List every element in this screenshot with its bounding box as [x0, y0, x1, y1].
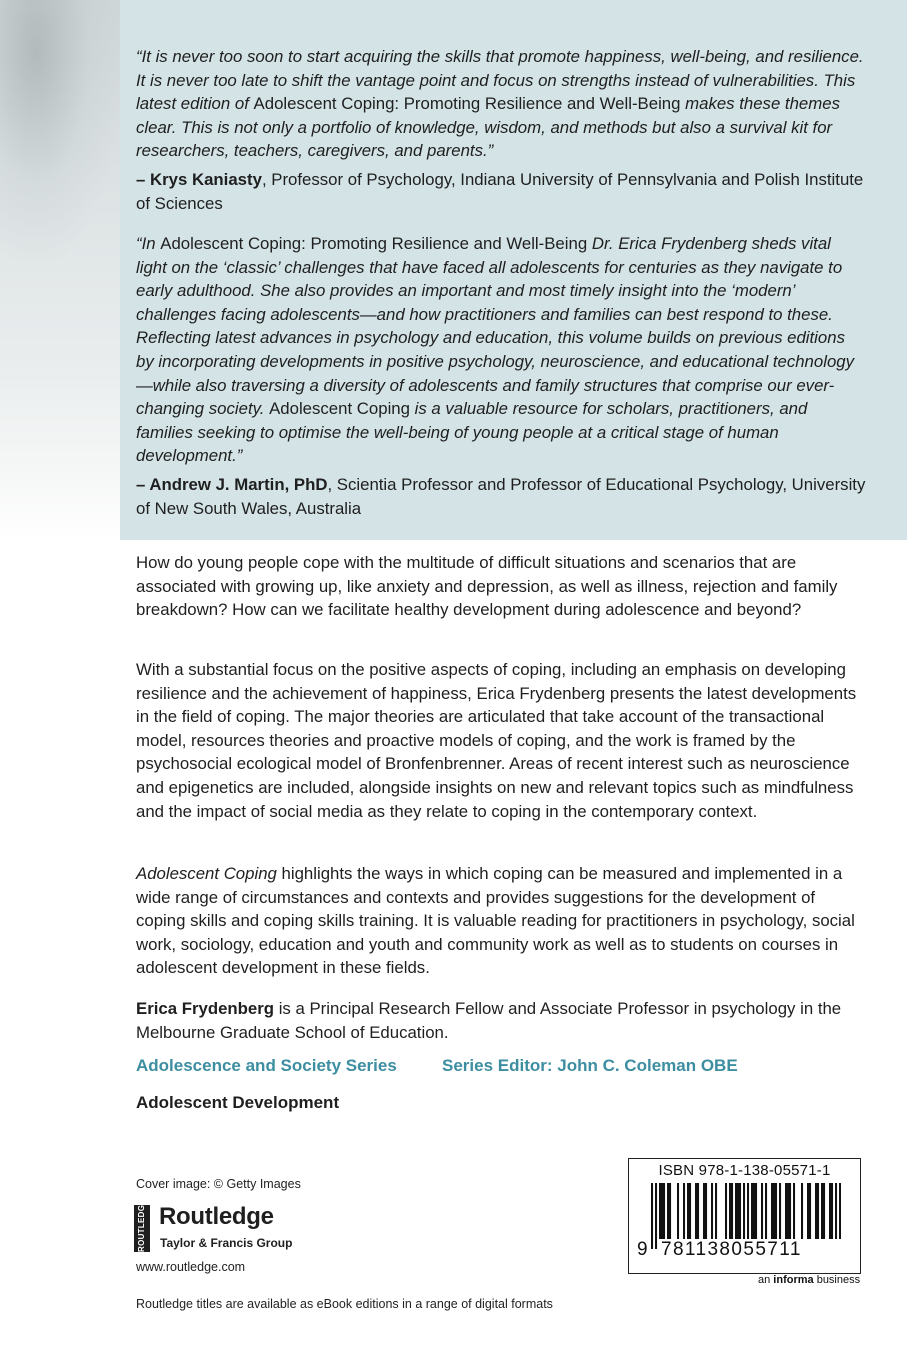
barcode-bar	[735, 1183, 737, 1241]
informa-tagline: an informa business	[758, 1274, 861, 1286]
series-name: Adolescence and Society Series	[136, 1056, 397, 1075]
endorsement-2-attribution	[136, 473, 866, 520]
barcode-bar	[787, 1183, 789, 1241]
barcode-bar	[661, 1183, 663, 1241]
barcode-bar	[731, 1183, 733, 1241]
cover-credit: Cover image: © Getty Images	[136, 1177, 301, 1191]
endorsement-1-author: – Krys Kaniasty	[136, 169, 262, 189]
barcode-bar	[779, 1183, 781, 1241]
barcode-bar	[725, 1183, 727, 1241]
description-paragraph-1: How do young people cope with the multitude of difficult situations and scenarios that are associated with growing up, like anxiety and depression, as well as illness, rejection and family breakdown? How can we facilitate healthy development during adolescence and beyond?	[136, 553, 838, 620]
endorsement-1-affiliation: , Professor of Psychology, Indiana University of Pennsylvania and Polish Institute of Sciences	[136, 169, 864, 213]
subject-category: Adolescent Development	[136, 1093, 340, 1112]
isbn-barcode	[628, 1158, 861, 1274]
author-bio: Erica Frydenberg is a Principal Research Fellow and Associate Professor in psychology in the Melbourne Graduate School of Education.	[136, 999, 842, 1042]
informa-brand: informa	[773, 1274, 814, 1286]
cover-photo-shade	[0, 0, 120, 260]
barcode-bar	[785, 1183, 787, 1241]
barcode-bar	[669, 1183, 671, 1241]
barcode-bar	[809, 1183, 811, 1241]
series-editor: Series Editor: John C. Coleman OBE	[442, 1056, 738, 1075]
book-title: Adolescent Coping	[136, 864, 277, 883]
barcode-bar	[773, 1183, 775, 1241]
endorsement-2-author: – Andrew J. Martin, PhD	[136, 474, 328, 494]
barcode-bar	[829, 1183, 831, 1241]
barcode-bar	[683, 1183, 685, 1241]
description-paragraph-2: With a substantial focus on the positive aspects of coping, including an emphasis on developing resilience and the achievement of happiness, Erica Frydenberg presents the latest developments in the field of coping. The major theories are articulated that take account of the transactional model, resources theories and proactive models of coping, and the work is framed by the psychosocial ecological model of Bronfenbrenner. Areas of recent interest such as neuroscience and epigenetics are included, alongside insights on new and relevant topics such as mindfulness and the impact of social media as they relate to coping in the contemporary context.	[136, 660, 857, 821]
barcode-bar	[737, 1183, 739, 1241]
barcode-bar	[789, 1183, 791, 1241]
barcode-bar	[729, 1183, 731, 1241]
isbn-label: ISBN 978-1-138-05571-1	[658, 1162, 831, 1179]
barcode-bar	[655, 1183, 657, 1249]
barcode-bar	[703, 1183, 705, 1241]
barcode-bar	[705, 1183, 707, 1241]
publisher-group: Taylor & Francis Group	[160, 1236, 293, 1250]
barcode-bar	[823, 1183, 825, 1241]
barcode-bar	[751, 1183, 753, 1241]
barcode-bar	[697, 1183, 699, 1241]
barcode-bar	[663, 1183, 665, 1241]
barcode-bar	[761, 1183, 763, 1241]
barcode-bar	[739, 1183, 741, 1241]
barcode-digits: 781138055711	[659, 1239, 855, 1261]
publisher-website[interactable]: www.routledge.com	[136, 1260, 246, 1274]
barcode-bar	[821, 1183, 823, 1241]
barcode-bar	[831, 1183, 833, 1241]
barcode-bar	[651, 1183, 653, 1249]
endorsement-2-affiliation: , Scientia Professor and Professor of Educational Psychology, University of New South Wales, Australia	[136, 474, 866, 518]
barcode-bar	[695, 1183, 697, 1241]
barcode-bar	[817, 1183, 819, 1241]
barcode-bar	[667, 1183, 669, 1241]
barcode-bar	[771, 1183, 773, 1241]
publisher-name: Routledge	[159, 1203, 274, 1230]
barcode-bar	[659, 1183, 661, 1241]
barcode-bar	[801, 1183, 803, 1241]
barcode-bar	[793, 1183, 795, 1241]
publisher-logo	[134, 1199, 334, 1253]
barcode-bar	[807, 1183, 809, 1241]
description-paragraph-3: Adolescent Coping highlights the ways in which coping can be measured and implemented in a wide range of circumstances and contexts and provides suggestions for the development of coping skills and coping skills training. It is valuable reading for practitioners in psychology, social work, sociology, education and youth and community work as well as to students on courses in adolescent development in these fields.	[136, 864, 855, 978]
barcode-bar	[775, 1183, 777, 1241]
author-name: Erica Frydenberg	[136, 999, 275, 1018]
barcode-bar	[677, 1183, 679, 1241]
endorsement-2-quote: “In Adolescent Coping: Promoting Resilience and Well-Being Dr. Erica Frydenberg sheds vital light on the ‘classic’ challenges that have faced all adolescents for centuries as they navigate to early adulthood. She also provides an important and most timely insight into the ‘modern’ challenges facing adolescents—and how practitioners and families can best respond to these. Reflecting latest advances in psychology and education, this volume builds on previous editions by incorporating developments in positive psychology, neuroscience, and educational technology—while also traversing a diversity of adolescents and family structures that comprise our ever-changing society. Adolescent Coping is a valuable resource for scholars, practitioners, and families seeking to optimise the well-being of young people at a critical stage of human development.”	[136, 234, 855, 466]
barcode-bar	[689, 1183, 691, 1241]
routledge-mark-icon: ROUTLEDGE	[134, 1205, 150, 1252]
barcode-bar	[687, 1183, 689, 1241]
endorsement-2	[136, 232, 866, 520]
barcode-bar	[765, 1183, 767, 1241]
endorsement-1-attribution	[136, 168, 866, 215]
ebook-note: Routledge titles are available as eBook editions in a range of digital formats	[136, 1297, 553, 1311]
endorsement-1	[136, 45, 866, 215]
barcode-bar	[715, 1183, 717, 1241]
barcode-bar	[753, 1183, 755, 1241]
barcode-bar	[815, 1183, 817, 1241]
endorsement-1-quote: “It is never too soon to start acquiring the skills that promote happiness, well-being, and resilience. It is never too late to shift the vantage point and focus on strengths instead of vulnerabilities. This latest edition of Adolescent Coping: Promoting Resilience and Well-Being makes these themes clear. This is not only a portfolio of knowledge, wisdom, and methods but also a survival kit for researchers, teachers, caregivers, and parents.”	[136, 47, 864, 161]
barcode-bar	[711, 1183, 713, 1241]
barcode-first-digit: 9	[637, 1239, 648, 1260]
barcode-bar	[755, 1183, 757, 1241]
